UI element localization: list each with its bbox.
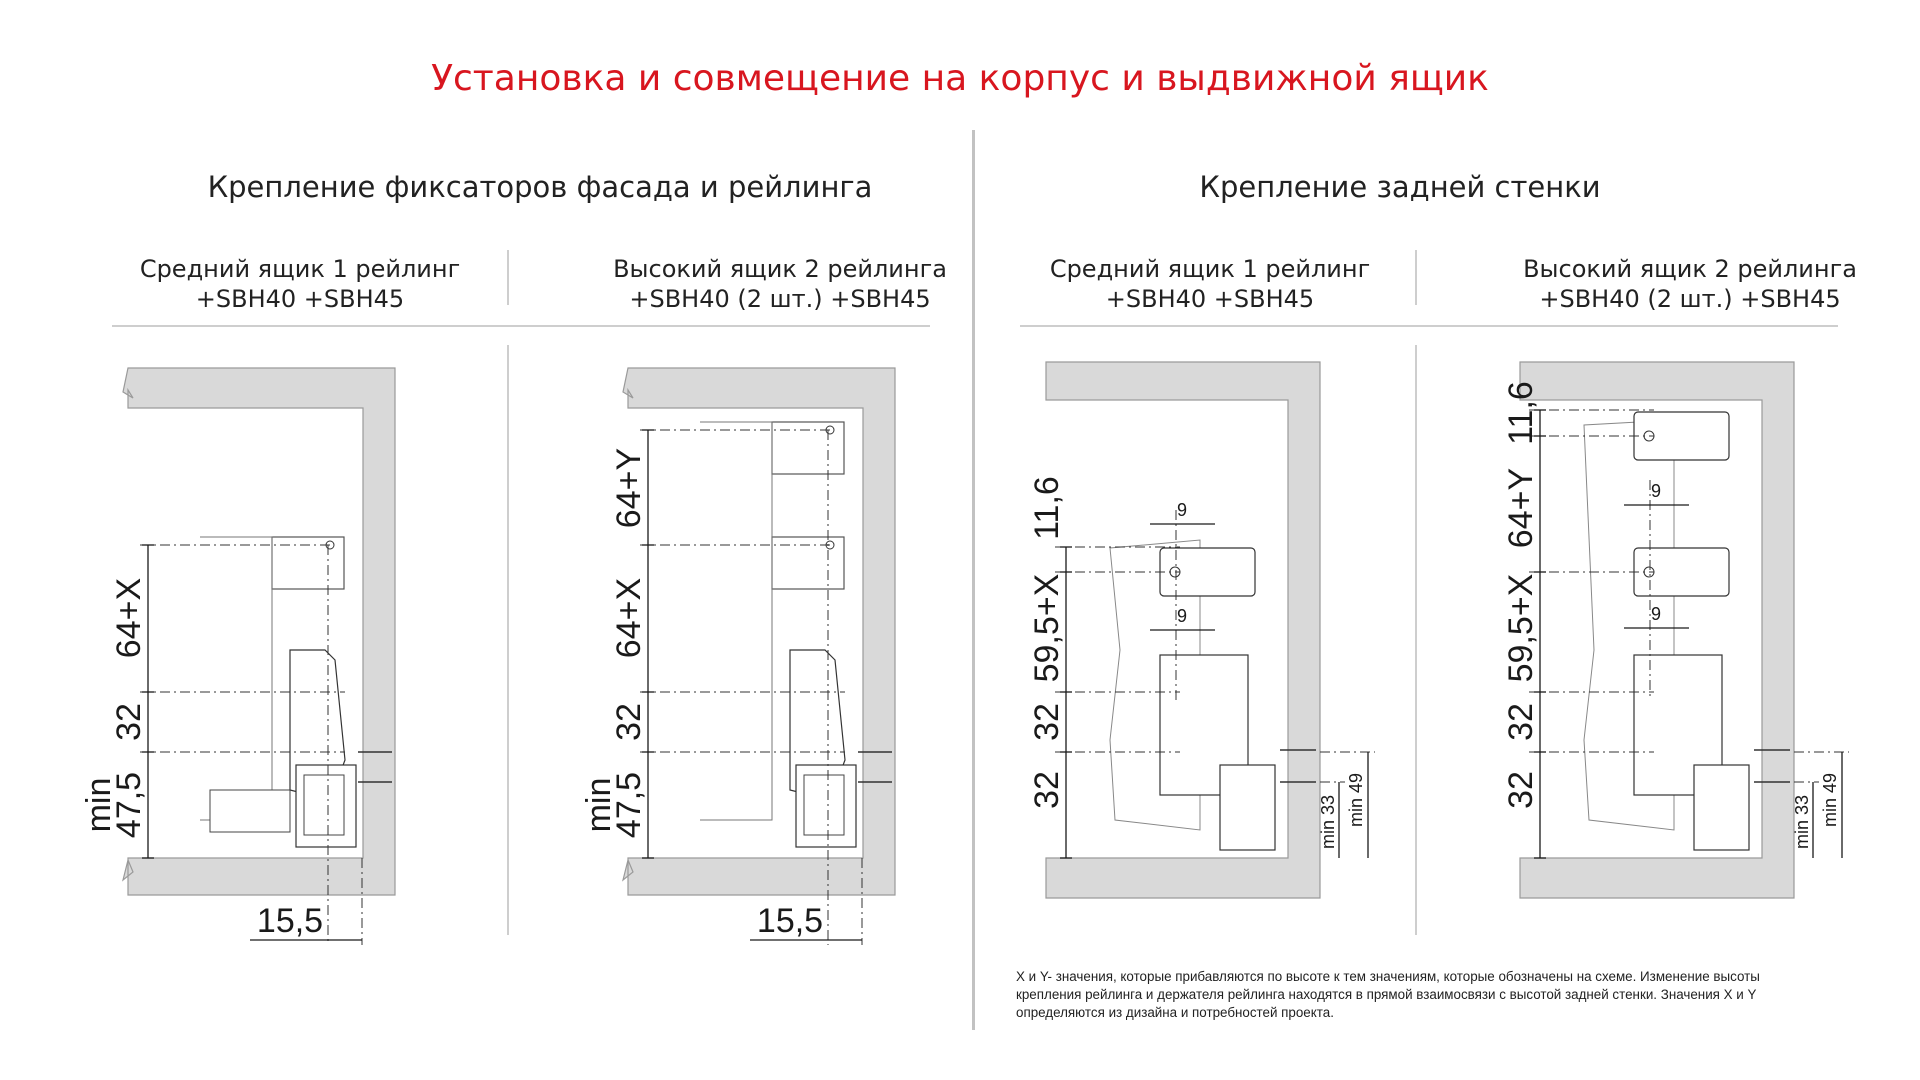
footnote: X и Y- значения, которые прибавляются по высоте к тем значениям, которые обозначены на схеме. Изменение высоты крепления рейлинга и держателя рейлинга находятся в прямой взаимосвязи с высотой задней стенки. Значения X и Y определяются из дизайна и потребностей проекта. <box>1016 969 1760 1020</box>
dim-label: 59,5+X <box>1502 573 1540 683</box>
column-title-line1: Средний ящик 1 рейлинг <box>139 255 461 283</box>
column-title-line2: +SBH40 (2 шт.) +SBH45 <box>629 285 931 313</box>
dim-label: 64+Y <box>1502 467 1540 549</box>
dim-label: 47,5 <box>610 771 648 839</box>
dim-label: min 33 <box>1792 794 1812 850</box>
dim-label: 32 <box>1502 771 1540 809</box>
drawer-bottom <box>210 790 290 832</box>
dim-label: 64+Y <box>610 447 648 529</box>
runner-profile <box>1694 765 1749 850</box>
dim-label: 32 <box>1028 703 1066 741</box>
column-title-line2: +SBH40 +SBH45 <box>195 285 405 313</box>
dim-label: min 49 <box>1820 772 1840 828</box>
diagram-front-high <box>580 368 895 945</box>
dim-label: 9 <box>1176 606 1188 626</box>
runner-profile <box>1220 765 1275 850</box>
section-title-back: Крепление задней стенки <box>1199 170 1601 204</box>
dim-label: 9 <box>1650 604 1662 624</box>
dim-label: 32 <box>610 703 648 741</box>
dim-label: 15,5 <box>756 902 824 940</box>
dim-label: 64+X <box>110 577 148 659</box>
page-title: Установка и совмещение на корпус и выдвижной ящик <box>431 58 1489 99</box>
dim-label: 64+X <box>610 577 648 659</box>
dim-label: min <box>580 777 618 833</box>
column-title-line1: Высокий ящик 2 рейлинга <box>613 255 947 283</box>
dim-label: min 49 <box>1346 772 1366 828</box>
column-title-line2: +SBH40 (2 шт.) +SBH45 <box>1539 285 1841 313</box>
dim-label: 32 <box>1502 703 1540 741</box>
drawer-side <box>200 537 272 820</box>
dim-label: 32 <box>110 703 148 741</box>
diagram-back-high <box>1502 362 1849 898</box>
dim-label: 11,6 <box>1502 381 1540 445</box>
dim-label: 15,5 <box>256 902 324 940</box>
dim-label: 9 <box>1176 500 1188 520</box>
dim-label: 9 <box>1650 481 1662 501</box>
drawer-side <box>700 422 772 820</box>
section-title-front: Крепление фиксаторов фасада и рейлинга <box>207 170 873 204</box>
dim-label: min 33 <box>1318 794 1338 850</box>
dim-label: min <box>80 777 118 833</box>
dim-label: 47,5 <box>110 771 148 839</box>
column-title-line1: Высокий ящик 2 рейлинга <box>1523 255 1857 283</box>
column-title-line1: Средний ящик 1 рейлинг <box>1049 255 1371 283</box>
dim-label: 11,6 <box>1028 476 1066 540</box>
column-title-line2: +SBH40 +SBH45 <box>1105 285 1315 313</box>
dim-label: 32 <box>1028 771 1066 809</box>
diagram-back-medium <box>1028 362 1375 898</box>
dim-label: 59,5+X <box>1028 573 1066 683</box>
diagram-front-medium <box>80 368 395 945</box>
